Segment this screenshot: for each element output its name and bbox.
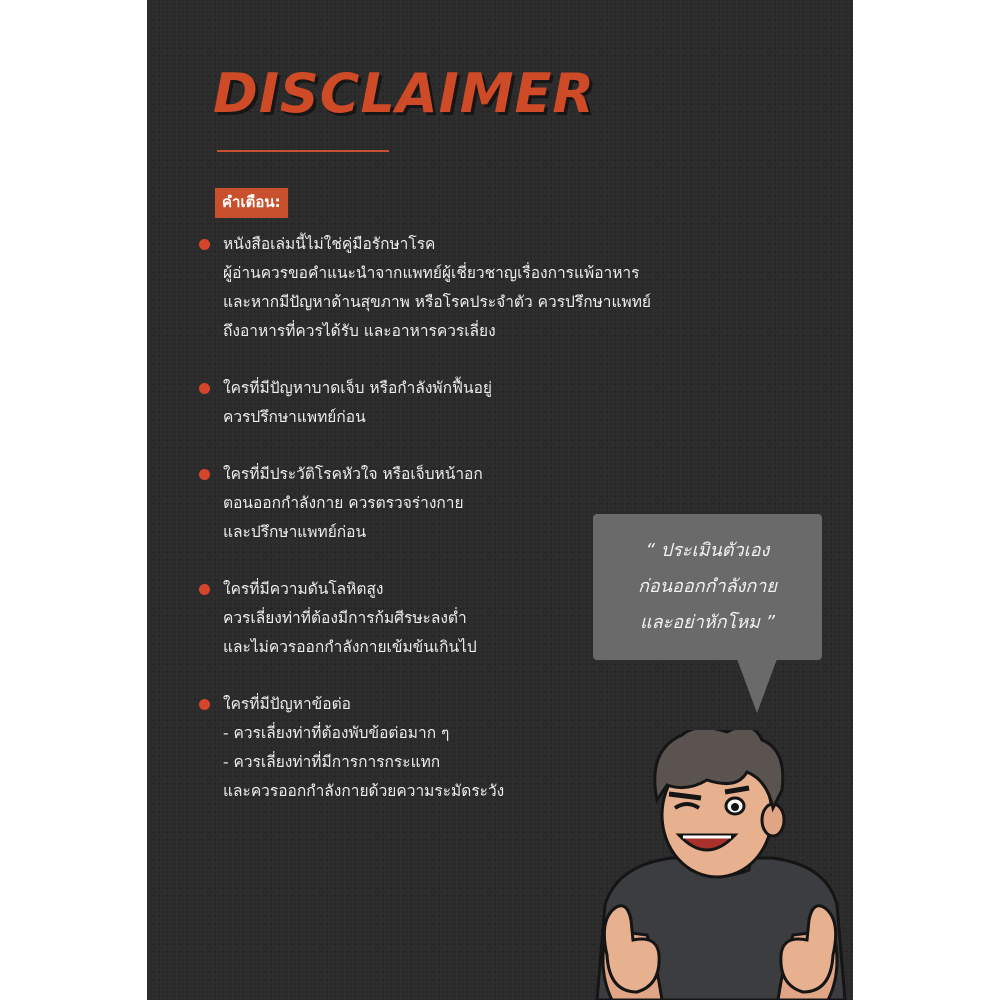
warning-item-line: ใครที่มีความดันโลหิตสูง [223, 580, 384, 598]
thumbs-up-character-illustration [587, 730, 853, 1000]
bullet-dot-icon [199, 584, 210, 595]
warning-item [199, 575, 619, 662]
warning-item-line: - ควรเลี่ยงท่าที่มีการการกระแทก [223, 753, 441, 771]
warning-item-line: และไม่ควรออกกำลังกายเข้มข้นเกินไป [223, 638, 477, 656]
warning-badge: คำเตือน: [215, 188, 288, 218]
warning-item-line: หนังสือเล่มนี้ไม่ใช่คู่มือรักษาโรค [223, 235, 436, 253]
warning-item-line: และควรออกกำลังกายด้วยความระมัดระวัง [223, 782, 505, 800]
warning-item-line: ตอนออกกำลังกาย ควรตรวจร่างกาย [223, 494, 464, 512]
speech-bubble-tail [737, 659, 777, 713]
warning-item [199, 460, 619, 547]
title-underline [217, 150, 389, 152]
warning-item-line: ใครที่มีประวัติโรคหัวใจ หรือเจ็บหน้าอก [223, 465, 483, 483]
disclaimer-page [147, 0, 853, 1000]
bubble-quote-line: ก่อนออกกำลังกาย [638, 576, 777, 597]
bubble-quote-line: และอย่าหักโหม ” [640, 612, 775, 633]
warning-item [199, 690, 619, 806]
warning-item-line: ใครที่มีปัญหาข้อต่อ [223, 695, 351, 713]
speech-bubble [593, 514, 822, 660]
warning-item-line: ผู้อ่านควรขอคำแนะนำจากแพทย์ผู้เชี่ยวชาญเรื่องการแพ้อาหาร [223, 264, 640, 282]
warning-item-line: ถึงอาหารที่ควรได้รับ และอาหารควรเลี่ยง [223, 322, 496, 340]
warning-item [199, 230, 652, 346]
warning-item-line: และปรึกษาแพทย์ก่อน [223, 523, 367, 541]
warning-item-line: และหากมีปัญหาด้านสุขภาพ หรือโรคประจำตัว ควรปรึกษาแพทย์ [223, 293, 652, 311]
bullet-dot-icon [199, 239, 210, 250]
bubble-quote-line: “ ประเมินตัวเอง [645, 540, 770, 561]
warning-item-line: ใครที่มีปัญหาบาดเจ็บ หรือกำลังพักฟื้นอยู่ [223, 379, 492, 397]
warning-item-line: ควรเลี่ยงท่าที่ต้องมีการก้มศีรษะลงต่ำ [223, 609, 467, 627]
warning-item-line: ควรปรึกษาแพทย์ก่อน [223, 408, 366, 426]
bullet-dot-icon [199, 383, 210, 394]
page-title: DISCLAIMER [213, 62, 595, 125]
warning-item-line: - ควรเลี่ยงท่าที่ต้องพับข้อต่อมาก ๆ [223, 724, 450, 742]
bullet-dot-icon [199, 469, 210, 480]
warning-list [199, 230, 652, 806]
warning-item [199, 374, 619, 432]
bullet-dot-icon [199, 699, 210, 710]
